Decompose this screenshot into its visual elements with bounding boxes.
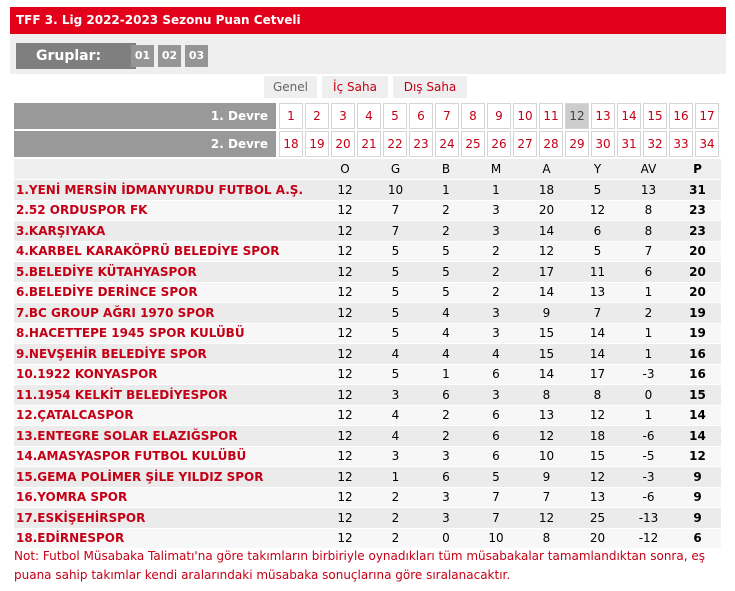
cell-o: 12 [320, 426, 370, 447]
second-half-week-28[interactable]: 28 [539, 131, 563, 157]
team-link[interactable]: 1.YENİ MERSİN İDMANYURDU FUTBOL A.Ş. [14, 180, 320, 201]
cell-b: 1 [421, 180, 471, 201]
cell-m: 2 [471, 262, 521, 283]
cell-av: 8 [623, 221, 674, 242]
group-button-02[interactable]: 02 [158, 45, 181, 67]
table-row [14, 282, 721, 303]
cell-y: 12 [572, 405, 623, 426]
first-half-week-13[interactable]: 13 [591, 103, 615, 129]
first-half-week-5[interactable]: 5 [383, 103, 407, 129]
group-button-01[interactable]: 01 [131, 45, 154, 67]
cell-av: 2 [623, 303, 674, 324]
cell-g: 2 [370, 528, 421, 549]
groups-bar [10, 34, 726, 74]
cell-av: 8 [623, 200, 674, 221]
cell-y: 5 [572, 180, 623, 201]
header-p: P [674, 159, 721, 180]
cell-p: 12 [674, 446, 721, 467]
cell-b: 4 [421, 303, 471, 324]
cell-y: 25 [572, 508, 623, 529]
cell-a: 14 [521, 282, 572, 303]
cell-a: 8 [521, 528, 572, 549]
cell-g: 5 [370, 364, 421, 385]
cell-y: 7 [572, 303, 623, 324]
second-half-week-32[interactable]: 32 [643, 131, 667, 157]
cell-o: 12 [320, 180, 370, 201]
first-half-label: 1. Devre [14, 103, 276, 129]
team-link[interactable]: 8.HACETTEPE 1945 SPOR KULÜBÜ [14, 323, 320, 344]
cell-a: 18 [521, 180, 572, 201]
cell-y: 8 [572, 385, 623, 406]
second-half-week-22[interactable]: 22 [383, 131, 407, 157]
cell-y: 14 [572, 344, 623, 365]
cell-b: 5 [421, 262, 471, 283]
cell-m: 3 [471, 221, 521, 242]
cell-a: 12 [521, 426, 572, 447]
cell-m: 6 [471, 426, 521, 447]
cell-b: 2 [421, 426, 471, 447]
cell-g: 5 [370, 282, 421, 303]
cell-o: 12 [320, 241, 370, 262]
cell-p: 20 [674, 282, 721, 303]
cell-o: 12 [320, 221, 370, 242]
cell-a: 9 [521, 303, 572, 324]
first-half-week-16[interactable]: 16 [669, 103, 693, 129]
cell-m: 3 [471, 323, 521, 344]
cell-o: 12 [320, 364, 370, 385]
cell-p: 16 [674, 364, 721, 385]
cell-y: 17 [572, 364, 623, 385]
cell-a: 9 [521, 467, 572, 488]
cell-a: 12 [521, 508, 572, 529]
tiebreak-note: Not: Futbol Müsabaka Talimatı'na göre takımların birbiriyle oynadıkları tüm müsabakalar tamamlandıktan sonra, eş puana sahip takımlar kendi aralarındaki müsabaka sonuçlarına göre sıralanacaktır. [14, 549, 705, 582]
cell-a: 14 [521, 221, 572, 242]
table-row [14, 180, 721, 201]
cell-a: 14 [521, 364, 572, 385]
tab-genel[interactable]: Genel [264, 76, 317, 98]
cell-o: 12 [320, 528, 370, 549]
cell-b: 3 [421, 446, 471, 467]
cell-p: 14 [674, 426, 721, 447]
team-link[interactable]: 15.GEMA POLİMER ŞİLE YILDIZ SPOR [14, 467, 320, 488]
cell-o: 12 [320, 262, 370, 283]
cell-av: -5 [623, 446, 674, 467]
cell-av: -3 [623, 467, 674, 488]
second-half-week-18[interactable]: 18 [279, 131, 303, 157]
cell-a: 13 [521, 405, 572, 426]
cell-p: 19 [674, 323, 721, 344]
cell-a: 7 [521, 487, 572, 508]
cell-b: 3 [421, 487, 471, 508]
tab-ic-saha[interactable]: İç Saha [322, 76, 388, 98]
cell-b: 5 [421, 282, 471, 303]
cell-p: 23 [674, 200, 721, 221]
first-half-week-1[interactable]: 1 [279, 103, 303, 129]
cell-b: 3 [421, 508, 471, 529]
cell-o: 12 [320, 385, 370, 406]
cell-y: 12 [572, 467, 623, 488]
cell-y: 13 [572, 282, 623, 303]
first-half-week-2[interactable]: 2 [305, 103, 329, 129]
header-b: B [421, 159, 471, 180]
header-av: AV [623, 159, 674, 180]
cell-p: 20 [674, 262, 721, 283]
cell-av: 6 [623, 262, 674, 283]
table-row [14, 364, 721, 385]
cell-p: 16 [674, 344, 721, 365]
second-half-week-23[interactable]: 23 [409, 131, 433, 157]
second-half-label: 2. Devre [14, 131, 276, 157]
first-half-week-12[interactable]: 12 [565, 103, 589, 129]
team-link[interactable]: 10.1922 KONYASPOR [14, 364, 320, 385]
table-row [14, 241, 721, 262]
cell-av: 1 [623, 282, 674, 303]
cell-g: 5 [370, 303, 421, 324]
cell-g: 7 [370, 200, 421, 221]
table-row [14, 426, 721, 447]
cell-a: 10 [521, 446, 572, 467]
cell-b: 4 [421, 344, 471, 365]
first-half-week-17[interactable]: 17 [695, 103, 719, 129]
team-link[interactable]: 12.ÇATALCASPOR [14, 405, 320, 426]
team-link[interactable]: 11.1954 KELKİT BELEDİYESPOR [14, 385, 320, 406]
cell-o: 12 [320, 344, 370, 365]
cell-g: 3 [370, 385, 421, 406]
cell-a: 15 [521, 344, 572, 365]
cell-av: 1 [623, 344, 674, 365]
cell-g: 3 [370, 446, 421, 467]
second-half-week-26[interactable]: 26 [487, 131, 511, 157]
table-row [14, 385, 721, 406]
first-half-week-15[interactable]: 15 [643, 103, 667, 129]
second-half-week-30[interactable]: 30 [591, 131, 615, 157]
cell-y: 12 [572, 200, 623, 221]
table-row [14, 487, 721, 508]
table-row [14, 221, 721, 242]
groups-label: Gruplar: [16, 43, 136, 69]
table-row [14, 508, 721, 529]
cell-av: 1 [623, 323, 674, 344]
table-row [14, 262, 721, 283]
team-link[interactable]: 6.BELEDİYE DERİNCE SPOR [14, 282, 320, 303]
cell-b: 6 [421, 467, 471, 488]
cell-o: 12 [320, 323, 370, 344]
cell-y: 14 [572, 323, 623, 344]
cell-g: 7 [370, 221, 421, 242]
cell-p: 9 [674, 487, 721, 508]
team-link[interactable]: 14.AMASYASPOR FUTBOL KULÜBÜ [14, 446, 320, 467]
team-link[interactable]: 2.52 ORDUSPOR FK [14, 200, 320, 221]
group-button-03[interactable]: 03 [185, 45, 208, 67]
table-row [14, 323, 721, 344]
cell-g: 10 [370, 180, 421, 201]
cell-b: 4 [421, 323, 471, 344]
first-half-week-8[interactable]: 8 [461, 103, 485, 129]
cell-p: 9 [674, 508, 721, 529]
cell-o: 12 [320, 446, 370, 467]
first-half-week-7[interactable]: 7 [435, 103, 459, 129]
cell-p: 9 [674, 467, 721, 488]
cell-av: 13 [623, 180, 674, 201]
cell-m: 6 [471, 446, 521, 467]
cell-g: 5 [370, 241, 421, 262]
first-half-week-10[interactable]: 10 [513, 103, 537, 129]
cell-a: 12 [521, 241, 572, 262]
tab-dis-saha[interactable]: Dış Saha [393, 76, 467, 98]
second-half-week-25[interactable]: 25 [461, 131, 485, 157]
team-link[interactable]: 7.BC GROUP AĞRI 1970 SPOR [14, 303, 320, 324]
cell-g: 4 [370, 344, 421, 365]
cell-g: 4 [370, 405, 421, 426]
first-half-week-3[interactable]: 3 [331, 103, 355, 129]
cell-m: 7 [471, 487, 521, 508]
cell-av: -3 [623, 364, 674, 385]
cell-m: 2 [471, 282, 521, 303]
cell-p: 19 [674, 303, 721, 324]
team-link[interactable]: 3.KARŞIYAKA [14, 221, 320, 242]
second-half-week-19[interactable]: 19 [305, 131, 329, 157]
cell-b: 1 [421, 364, 471, 385]
second-half-week-24[interactable]: 24 [435, 131, 459, 157]
cell-o: 12 [320, 508, 370, 529]
second-half-week-33[interactable]: 33 [669, 131, 693, 157]
first-half-week-9[interactable]: 9 [487, 103, 511, 129]
header-y: Y [572, 159, 623, 180]
cell-m: 4 [471, 344, 521, 365]
header-g: G [370, 159, 421, 180]
page-title: TFF 3. Lig 2022-2023 Sezonu Puan Cetveli [10, 7, 726, 34]
cell-av: -6 [623, 487, 674, 508]
cell-m: 3 [471, 303, 521, 324]
first-half-week-14[interactable]: 14 [617, 103, 641, 129]
team-link[interactable]: 4.KARBEL KARAKÖPRÜ BELEDİYE SPOR [14, 241, 320, 262]
second-half-week-20[interactable]: 20 [331, 131, 355, 157]
cell-g: 2 [370, 487, 421, 508]
second-half-weeks [14, 131, 721, 157]
cell-m: 1 [471, 180, 521, 201]
cell-o: 12 [320, 487, 370, 508]
cell-p: 20 [674, 241, 721, 262]
standings-table [14, 159, 721, 549]
header-m: M [471, 159, 521, 180]
second-half-week-27[interactable]: 27 [513, 131, 537, 157]
cell-b: 5 [421, 241, 471, 262]
team-link[interactable]: 5.BELEDİYE KÜTAHYASPOR [14, 262, 320, 283]
cell-o: 12 [320, 405, 370, 426]
first-half-week-11[interactable]: 11 [539, 103, 563, 129]
cell-y: 18 [572, 426, 623, 447]
cell-y: 5 [572, 241, 623, 262]
cell-a: 17 [521, 262, 572, 283]
cell-p: 31 [674, 180, 721, 201]
cell-b: 2 [421, 221, 471, 242]
first-half-weeks [14, 103, 721, 129]
cell-a: 8 [521, 385, 572, 406]
first-half-week-6[interactable]: 6 [409, 103, 433, 129]
cell-av: 7 [623, 241, 674, 262]
cell-a: 20 [521, 200, 572, 221]
table-row [14, 200, 721, 221]
cell-o: 12 [320, 467, 370, 488]
cell-av: -13 [623, 508, 674, 529]
cell-b: 0 [421, 528, 471, 549]
cell-g: 1 [370, 467, 421, 488]
cell-g: 4 [370, 426, 421, 447]
table-row [14, 303, 721, 324]
cell-av: 0 [623, 385, 674, 406]
cell-y: 20 [572, 528, 623, 549]
cell-m: 7 [471, 508, 521, 529]
cell-y: 11 [572, 262, 623, 283]
cell-m: 3 [471, 385, 521, 406]
second-half-week-34[interactable]: 34 [695, 131, 719, 157]
cell-b: 6 [421, 385, 471, 406]
cell-av: -12 [623, 528, 674, 549]
team-link[interactable]: 16.YOMRA SPOR [14, 487, 320, 508]
first-half-week-4[interactable]: 4 [357, 103, 381, 129]
table-header-row [14, 159, 721, 180]
second-half-week-29[interactable]: 29 [565, 131, 589, 157]
cell-p: 15 [674, 385, 721, 406]
cell-g: 5 [370, 262, 421, 283]
table-row [14, 405, 721, 426]
cell-o: 12 [320, 282, 370, 303]
header-o: O [320, 159, 370, 180]
cell-m: 5 [471, 467, 521, 488]
table-row [14, 467, 721, 488]
team-link[interactable]: 18.EDİRNESPOR [14, 528, 320, 549]
cell-b: 2 [421, 405, 471, 426]
cell-m: 10 [471, 528, 521, 549]
cell-av: 1 [623, 405, 674, 426]
cell-p: 23 [674, 221, 721, 242]
cell-g: 2 [370, 508, 421, 529]
table-row [14, 344, 721, 365]
cell-y: 13 [572, 487, 623, 508]
header-a: A [521, 159, 572, 180]
team-link[interactable]: 13.ENTEGRE SOLAR ELAZIĞSPOR [14, 426, 320, 447]
team-link[interactable]: 17.ESKİŞEHİRSPOR [14, 508, 320, 529]
table-row [14, 528, 721, 549]
team-link[interactable]: 9.NEVŞEHİR BELEDİYE SPOR [14, 344, 320, 365]
header-team [14, 159, 320, 180]
second-half-week-31[interactable]: 31 [617, 131, 641, 157]
cell-p: 6 [674, 528, 721, 549]
cell-y: 6 [572, 221, 623, 242]
cell-m: 6 [471, 364, 521, 385]
table-row [14, 446, 721, 467]
cell-a: 15 [521, 323, 572, 344]
cell-av: -6 [623, 426, 674, 447]
cell-p: 14 [674, 405, 721, 426]
cell-b: 2 [421, 200, 471, 221]
second-half-week-21[interactable]: 21 [357, 131, 381, 157]
cell-g: 5 [370, 323, 421, 344]
cell-m: 2 [471, 241, 521, 262]
cell-m: 3 [471, 200, 521, 221]
cell-o: 12 [320, 303, 370, 324]
cell-y: 15 [572, 446, 623, 467]
cell-m: 6 [471, 405, 521, 426]
cell-o: 12 [320, 200, 370, 221]
